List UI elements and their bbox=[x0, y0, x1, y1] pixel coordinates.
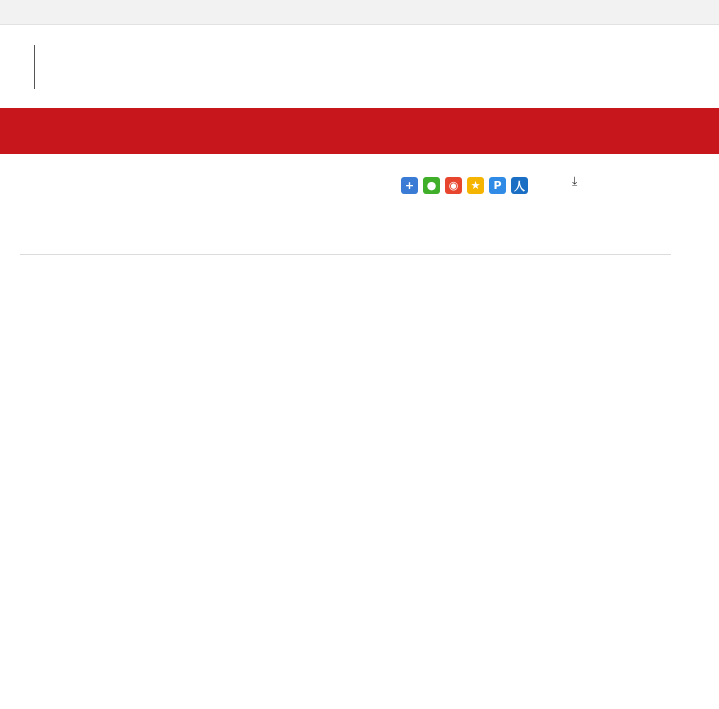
article-meta bbox=[0, 229, 719, 243]
weibo-icon[interactable]: ◉ bbox=[445, 177, 462, 194]
masthead bbox=[0, 25, 719, 108]
app-download-link[interactable] bbox=[572, 174, 577, 189]
article-body bbox=[0, 255, 719, 268]
breadcrumb-row bbox=[0, 154, 719, 214]
qzone-icon[interactable]: ★ bbox=[467, 177, 484, 194]
wechat-icon[interactable]: ● bbox=[423, 177, 440, 194]
renren-icon[interactable]: P bbox=[489, 177, 506, 194]
main-navigation bbox=[0, 108, 719, 154]
logo-divider bbox=[34, 45, 35, 89]
top-navigation bbox=[0, 0, 719, 25]
tencent-icon[interactable]: 人 bbox=[511, 177, 528, 194]
share-plus-icon[interactable]: + bbox=[401, 177, 418, 194]
breadcrumb bbox=[22, 177, 38, 191]
download-icon: ⤓ bbox=[572, 174, 578, 188]
share-toolbar bbox=[401, 177, 528, 194]
